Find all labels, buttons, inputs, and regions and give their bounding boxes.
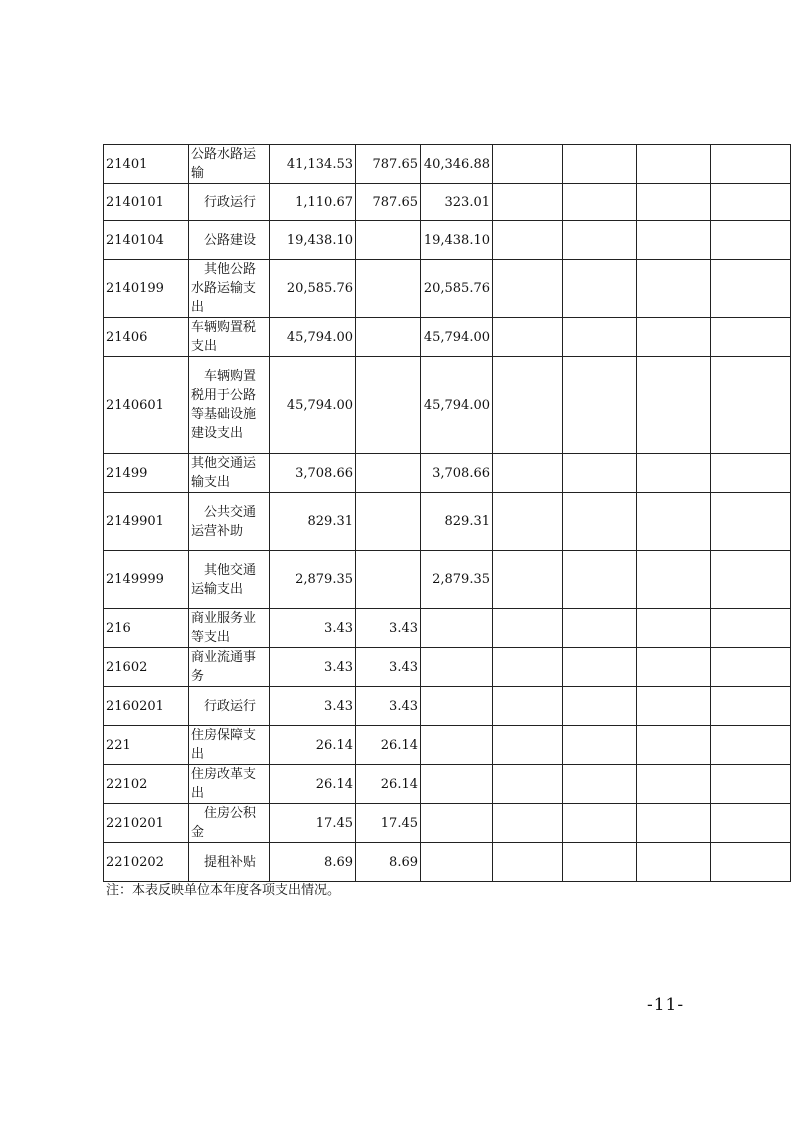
basic-expense-cell [356,221,421,260]
basic-expense-cell: 17.45 [356,804,421,843]
account-name-cell: 行政运行 [189,687,270,726]
table-row [104,551,791,609]
account-name-cell: 车辆购置税支出 [189,318,270,357]
account-code-cell: 2210201 [104,804,189,843]
account-code-cell: 2160201 [104,687,189,726]
empty-cell [493,726,563,765]
empty-cell [637,145,711,184]
table-row [104,648,791,687]
empty-cell [711,843,791,882]
account-code-cell: 22102 [104,765,189,804]
empty-cell [563,687,637,726]
empty-cell [493,843,563,882]
project-expense-cell [421,804,493,843]
account-name-cell: 其他交通运输支出 [189,551,270,609]
empty-cell [711,260,791,318]
table-row [104,184,791,221]
empty-cell [563,260,637,318]
project-expense-cell: 2,879.35 [421,551,493,609]
project-expense-cell: 20,585.76 [421,260,493,318]
total-amount-cell: 26.14 [270,726,356,765]
account-code-cell: 2140104 [104,221,189,260]
table-row [104,145,791,184]
empty-cell [711,145,791,184]
account-name-cell: 住房保障支出 [189,726,270,765]
account-name-cell: 行政运行 [189,184,270,221]
empty-cell [493,493,563,551]
total-amount-cell: 3.43 [270,648,356,687]
empty-cell [563,221,637,260]
project-expense-cell: 45,794.00 [421,318,493,357]
basic-expense-cell [356,260,421,318]
project-expense-cell [421,843,493,882]
account-code-cell: 21406 [104,318,189,357]
basic-expense-cell [356,493,421,551]
empty-cell [563,357,637,454]
empty-cell [711,609,791,648]
empty-cell [563,318,637,357]
basic-expense-cell: 3.43 [356,648,421,687]
empty-cell [563,493,637,551]
account-name-cell: 公共交通运营补助 [189,493,270,551]
table-row [104,804,791,843]
empty-cell [563,551,637,609]
empty-cell [711,551,791,609]
empty-cell [711,765,791,804]
empty-cell [563,648,637,687]
total-amount-cell: 3,708.66 [270,454,356,493]
total-amount-cell: 3.43 [270,687,356,726]
empty-cell [493,184,563,221]
empty-cell [493,804,563,843]
basic-expense-cell: 787.65 [356,184,421,221]
account-code-cell: 2149999 [104,551,189,609]
table-row [104,260,791,318]
account-code-cell: 2140199 [104,260,189,318]
basic-expense-cell: 787.65 [356,145,421,184]
account-name-cell: 公路水路运输 [189,145,270,184]
project-expense-cell [421,609,493,648]
empty-cell [711,648,791,687]
empty-cell [563,726,637,765]
empty-cell [637,843,711,882]
account-name-cell: 车辆购置税用于公路等基础设施建设支出 [189,357,270,454]
account-code-cell: 2140101 [104,184,189,221]
empty-cell [493,687,563,726]
total-amount-cell: 19,438.10 [270,221,356,260]
account-name-cell: 住房改革支出 [189,765,270,804]
project-expense-cell: 45,794.00 [421,357,493,454]
total-amount-cell: 20,585.76 [270,260,356,318]
table-note: 注：本表反映单位本年度各项支出情况。 [106,883,341,898]
basic-expense-cell [356,454,421,493]
empty-cell [711,357,791,454]
table-row [104,357,791,454]
account-name-cell: 公路建设 [189,221,270,260]
empty-cell [637,260,711,318]
empty-cell [637,609,711,648]
account-code-cell: 2140601 [104,357,189,454]
account-code-cell: 221 [104,726,189,765]
project-expense-cell: 40,346.88 [421,145,493,184]
project-expense-cell [421,765,493,804]
empty-cell [493,648,563,687]
project-expense-cell: 829.31 [421,493,493,551]
empty-cell [563,609,637,648]
empty-cell [493,221,563,260]
account-name-cell: 商业服务业等支出 [189,609,270,648]
empty-cell [711,726,791,765]
basic-expense-cell [356,357,421,454]
account-name-cell: 提租补贴 [189,843,270,882]
account-name-cell: 其他交通运输支出 [189,454,270,493]
account-code-cell: 21499 [104,454,189,493]
empty-cell [493,765,563,804]
table-row [104,687,791,726]
account-code-cell: 2210202 [104,843,189,882]
empty-cell [493,357,563,454]
empty-cell [563,765,637,804]
empty-cell [563,145,637,184]
empty-cell [637,493,711,551]
empty-cell [493,609,563,648]
total-amount-cell: 3.43 [270,609,356,648]
total-amount-cell: 45,794.00 [270,318,356,357]
project-expense-cell [421,726,493,765]
table-row [104,609,791,648]
empty-cell [637,804,711,843]
empty-cell [637,318,711,357]
total-amount-cell: 8.69 [270,843,356,882]
account-code-cell: 21401 [104,145,189,184]
basic-expense-cell [356,318,421,357]
empty-cell [637,765,711,804]
empty-cell [637,648,711,687]
empty-cell [563,184,637,221]
table-row [104,765,791,804]
empty-cell [711,454,791,493]
table-row [104,493,791,551]
table-row [104,454,791,493]
account-name-cell: 商业流通事务 [189,648,270,687]
table-row [104,843,791,882]
table-row [104,318,791,357]
empty-cell [637,726,711,765]
account-code-cell: 21602 [104,648,189,687]
table-row [104,221,791,260]
empty-cell [563,804,637,843]
empty-cell [493,551,563,609]
basic-expense-cell: 3.43 [356,687,421,726]
total-amount-cell: 41,134.53 [270,145,356,184]
basic-expense-cell [356,551,421,609]
empty-cell [637,184,711,221]
basic-expense-cell: 26.14 [356,765,421,804]
empty-cell [637,551,711,609]
empty-cell [711,318,791,357]
total-amount-cell: 26.14 [270,765,356,804]
expenditure-table [103,144,791,882]
total-amount-cell: 17.45 [270,804,356,843]
empty-cell [563,454,637,493]
empty-cell [637,221,711,260]
empty-cell [493,145,563,184]
basic-expense-cell: 8.69 [356,843,421,882]
account-name-cell: 住房公积金 [189,804,270,843]
page-number: -11- [647,995,685,1015]
empty-cell [493,260,563,318]
basic-expense-cell: 3.43 [356,609,421,648]
account-name-cell: 其他公路水路运输支出 [189,260,270,318]
empty-cell [711,804,791,843]
empty-cell [493,318,563,357]
empty-cell [637,687,711,726]
empty-cell [711,221,791,260]
total-amount-cell: 829.31 [270,493,356,551]
project-expense-cell: 3,708.66 [421,454,493,493]
total-amount-cell: 2,879.35 [270,551,356,609]
account-code-cell: 2149901 [104,493,189,551]
table-row [104,726,791,765]
empty-cell [493,454,563,493]
empty-cell [563,843,637,882]
empty-cell [637,357,711,454]
total-amount-cell: 1,110.67 [270,184,356,221]
total-amount-cell: 45,794.00 [270,357,356,454]
project-expense-cell [421,687,493,726]
project-expense-cell: 323.01 [421,184,493,221]
empty-cell [711,493,791,551]
project-expense-cell [421,648,493,687]
project-expense-cell: 19,438.10 [421,221,493,260]
empty-cell [637,454,711,493]
table-body [104,145,791,882]
empty-cell [711,184,791,221]
basic-expense-cell: 26.14 [356,726,421,765]
account-code-cell: 216 [104,609,189,648]
empty-cell [711,687,791,726]
